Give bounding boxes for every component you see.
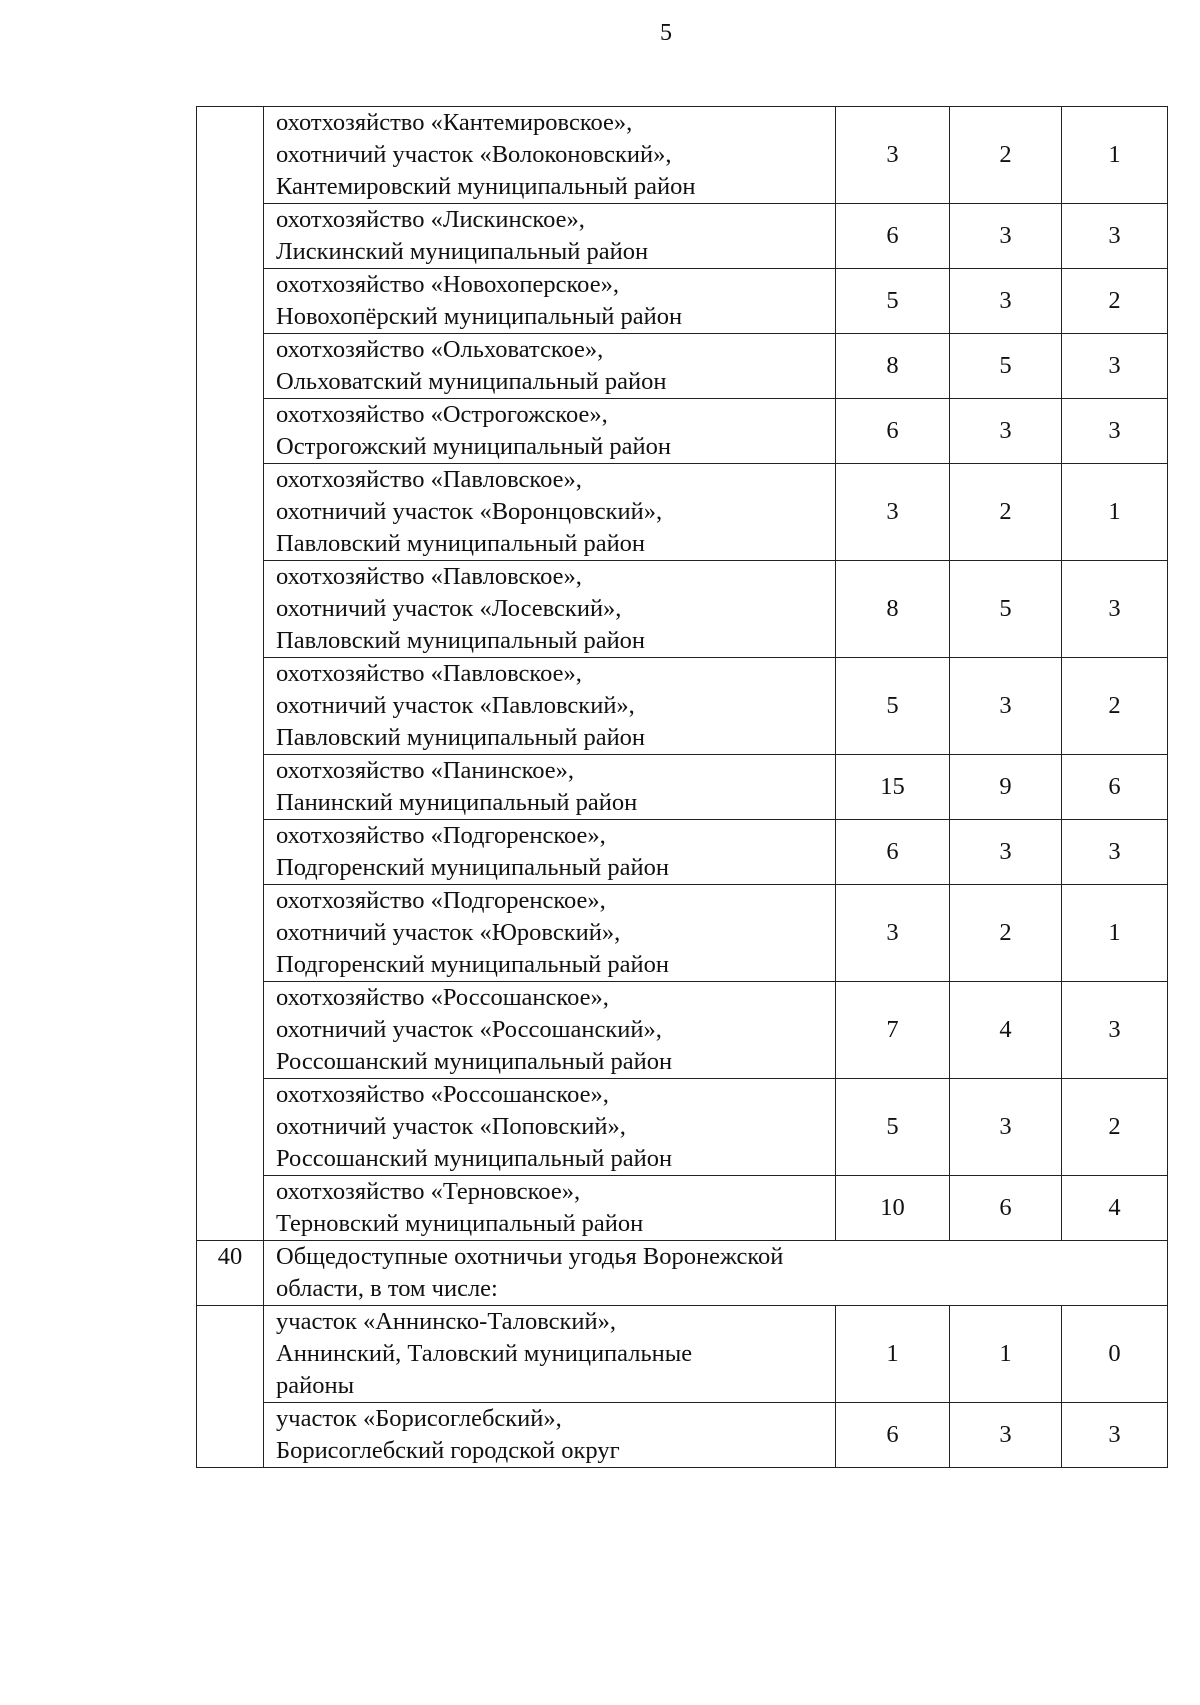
hunting-ground-name: охотхозяйство «Павловское», охотничий участок «Воронцовский», Павловский муниципальный район <box>264 464 836 561</box>
value-cell-3: 3 <box>1062 982 1168 1079</box>
value-cell-3: 0 <box>1062 1306 1168 1403</box>
value-cell-2: 4 <box>950 982 1062 1079</box>
row-number-cell <box>197 107 264 1241</box>
value-cell-2: 9 <box>950 755 1062 820</box>
value-cell-3: 3 <box>1062 820 1168 885</box>
value-cell-3: 2 <box>1062 658 1168 755</box>
value-cell-2: 3 <box>950 658 1062 755</box>
table-row <box>197 820 1168 885</box>
value-cell-1: 8 <box>836 334 950 399</box>
table-row <box>197 464 1168 561</box>
value-cell-1: 3 <box>836 107 950 204</box>
table-row <box>197 658 1168 755</box>
value-cell-3: 1 <box>1062 464 1168 561</box>
table-row <box>197 1079 1168 1176</box>
section-number: 40 <box>197 1241 264 1306</box>
hunting-ground-name: охотхозяйство «Новохоперское», Новохопёрский муниципальный район <box>264 269 836 334</box>
table-row <box>197 755 1168 820</box>
value-cell-1: 1 <box>836 1306 950 1403</box>
value-cell-1: 7 <box>836 982 950 1079</box>
value-cell-3: 2 <box>1062 1079 1168 1176</box>
table-row <box>197 399 1168 464</box>
value-cell-1: 15 <box>836 755 950 820</box>
value-cell-3: 3 <box>1062 561 1168 658</box>
hunting-ground-name: участок «Борисоглебский», Борисоглебский городской округ <box>264 1403 836 1468</box>
value-cell-2: 3 <box>950 1403 1062 1468</box>
value-cell-3: 4 <box>1062 1176 1168 1241</box>
table-row <box>197 204 1168 269</box>
value-cell-3: 3 <box>1062 204 1168 269</box>
value-cell-2: 6 <box>950 1176 1062 1241</box>
value-cell-2: 2 <box>950 107 1062 204</box>
value-cell-1: 5 <box>836 269 950 334</box>
value-cell-1: 3 <box>836 885 950 982</box>
value-cell-1: 10 <box>836 1176 950 1241</box>
value-cell-1: 6 <box>836 204 950 269</box>
table-row <box>197 1306 1168 1403</box>
hunting-ground-name: охотхозяйство «Россошанское», охотничий участок «Россошанский», Россошанский муниципальный район <box>264 982 836 1079</box>
table-row <box>197 1176 1168 1241</box>
value-cell-1: 6 <box>836 820 950 885</box>
hunting-ground-name: участок «Аннинско-Таловский», Аннинский, Таловский муниципальные районы <box>264 1306 836 1403</box>
value-cell-2: 3 <box>950 399 1062 464</box>
value-cell-2: 3 <box>950 204 1062 269</box>
value-cell-1: 3 <box>836 464 950 561</box>
hunting-ground-name: охотхозяйство «Павловское», охотничий участок «Павловский», Павловский муниципальный район <box>264 658 836 755</box>
table-body <box>197 107 1168 1468</box>
value-cell-3: 3 <box>1062 334 1168 399</box>
hunting-ground-name: охотхозяйство «Подгоренское», охотничий участок «Юровский», Подгоренский муниципальный район <box>264 885 836 982</box>
value-cell-3: 1 <box>1062 107 1168 204</box>
table-row <box>197 1403 1168 1468</box>
row-number-cell <box>197 1306 264 1468</box>
value-cell-1: 6 <box>836 399 950 464</box>
value-cell-2: 3 <box>950 1079 1062 1176</box>
table-row <box>197 334 1168 399</box>
value-cell-3: 3 <box>1062 399 1168 464</box>
value-cell-2: 5 <box>950 334 1062 399</box>
table-row <box>197 561 1168 658</box>
value-cell-2: 3 <box>950 269 1062 334</box>
value-cell-2: 1 <box>950 1306 1062 1403</box>
value-cell-1: 5 <box>836 658 950 755</box>
hunting-ground-name: охотхозяйство «Подгоренское», Подгоренский муниципальный район <box>264 820 836 885</box>
value-cell-3: 3 <box>1062 1403 1168 1468</box>
section-row <box>197 1241 1168 1306</box>
value-cell-2: 2 <box>950 885 1062 982</box>
hunting-ground-name: охотхозяйство «Россошанское», охотничий участок «Поповский», Россошанский муниципальный район <box>264 1079 836 1176</box>
table-row <box>197 269 1168 334</box>
value-cell-3: 1 <box>1062 885 1168 982</box>
value-cell-2: 3 <box>950 820 1062 885</box>
value-cell-3: 6 <box>1062 755 1168 820</box>
table-row <box>197 107 1168 204</box>
hunting-ground-name: охотхозяйство «Ольховатское», Ольховатский муниципальный район <box>264 334 836 399</box>
value-cell-2: 2 <box>950 464 1062 561</box>
hunting-ground-name: охотхозяйство «Острогожское», Острогожский муниципальный район <box>264 399 836 464</box>
hunting-ground-name: охотхозяйство «Терновское», Терновский муниципальный район <box>264 1176 836 1241</box>
value-cell-2: 5 <box>950 561 1062 658</box>
page-number: 5 <box>660 20 672 46</box>
value-cell-1: 5 <box>836 1079 950 1176</box>
value-cell-1: 8 <box>836 561 950 658</box>
section-title: Общедоступные охотничьи угодья Воронежской области, в том числе: <box>264 1241 1168 1306</box>
hunting-ground-name: охотхозяйство «Лискинское», Лискинский муниципальный район <box>264 204 836 269</box>
hunting-ground-name: охотхозяйство «Кантемировское», охотничий участок «Волоконовский», Кантемировский муниципальный район <box>264 107 836 204</box>
table-row <box>197 885 1168 982</box>
value-cell-3: 2 <box>1062 269 1168 334</box>
hunting-ground-name: охотхозяйство «Панинское», Панинский муниципальный район <box>264 755 836 820</box>
hunting-grounds-table <box>196 106 1168 1468</box>
hunting-ground-name: охотхозяйство «Павловское», охотничий участок «Лосевский», Павловский муниципальный район <box>264 561 836 658</box>
value-cell-1: 6 <box>836 1403 950 1468</box>
table-row <box>197 982 1168 1079</box>
